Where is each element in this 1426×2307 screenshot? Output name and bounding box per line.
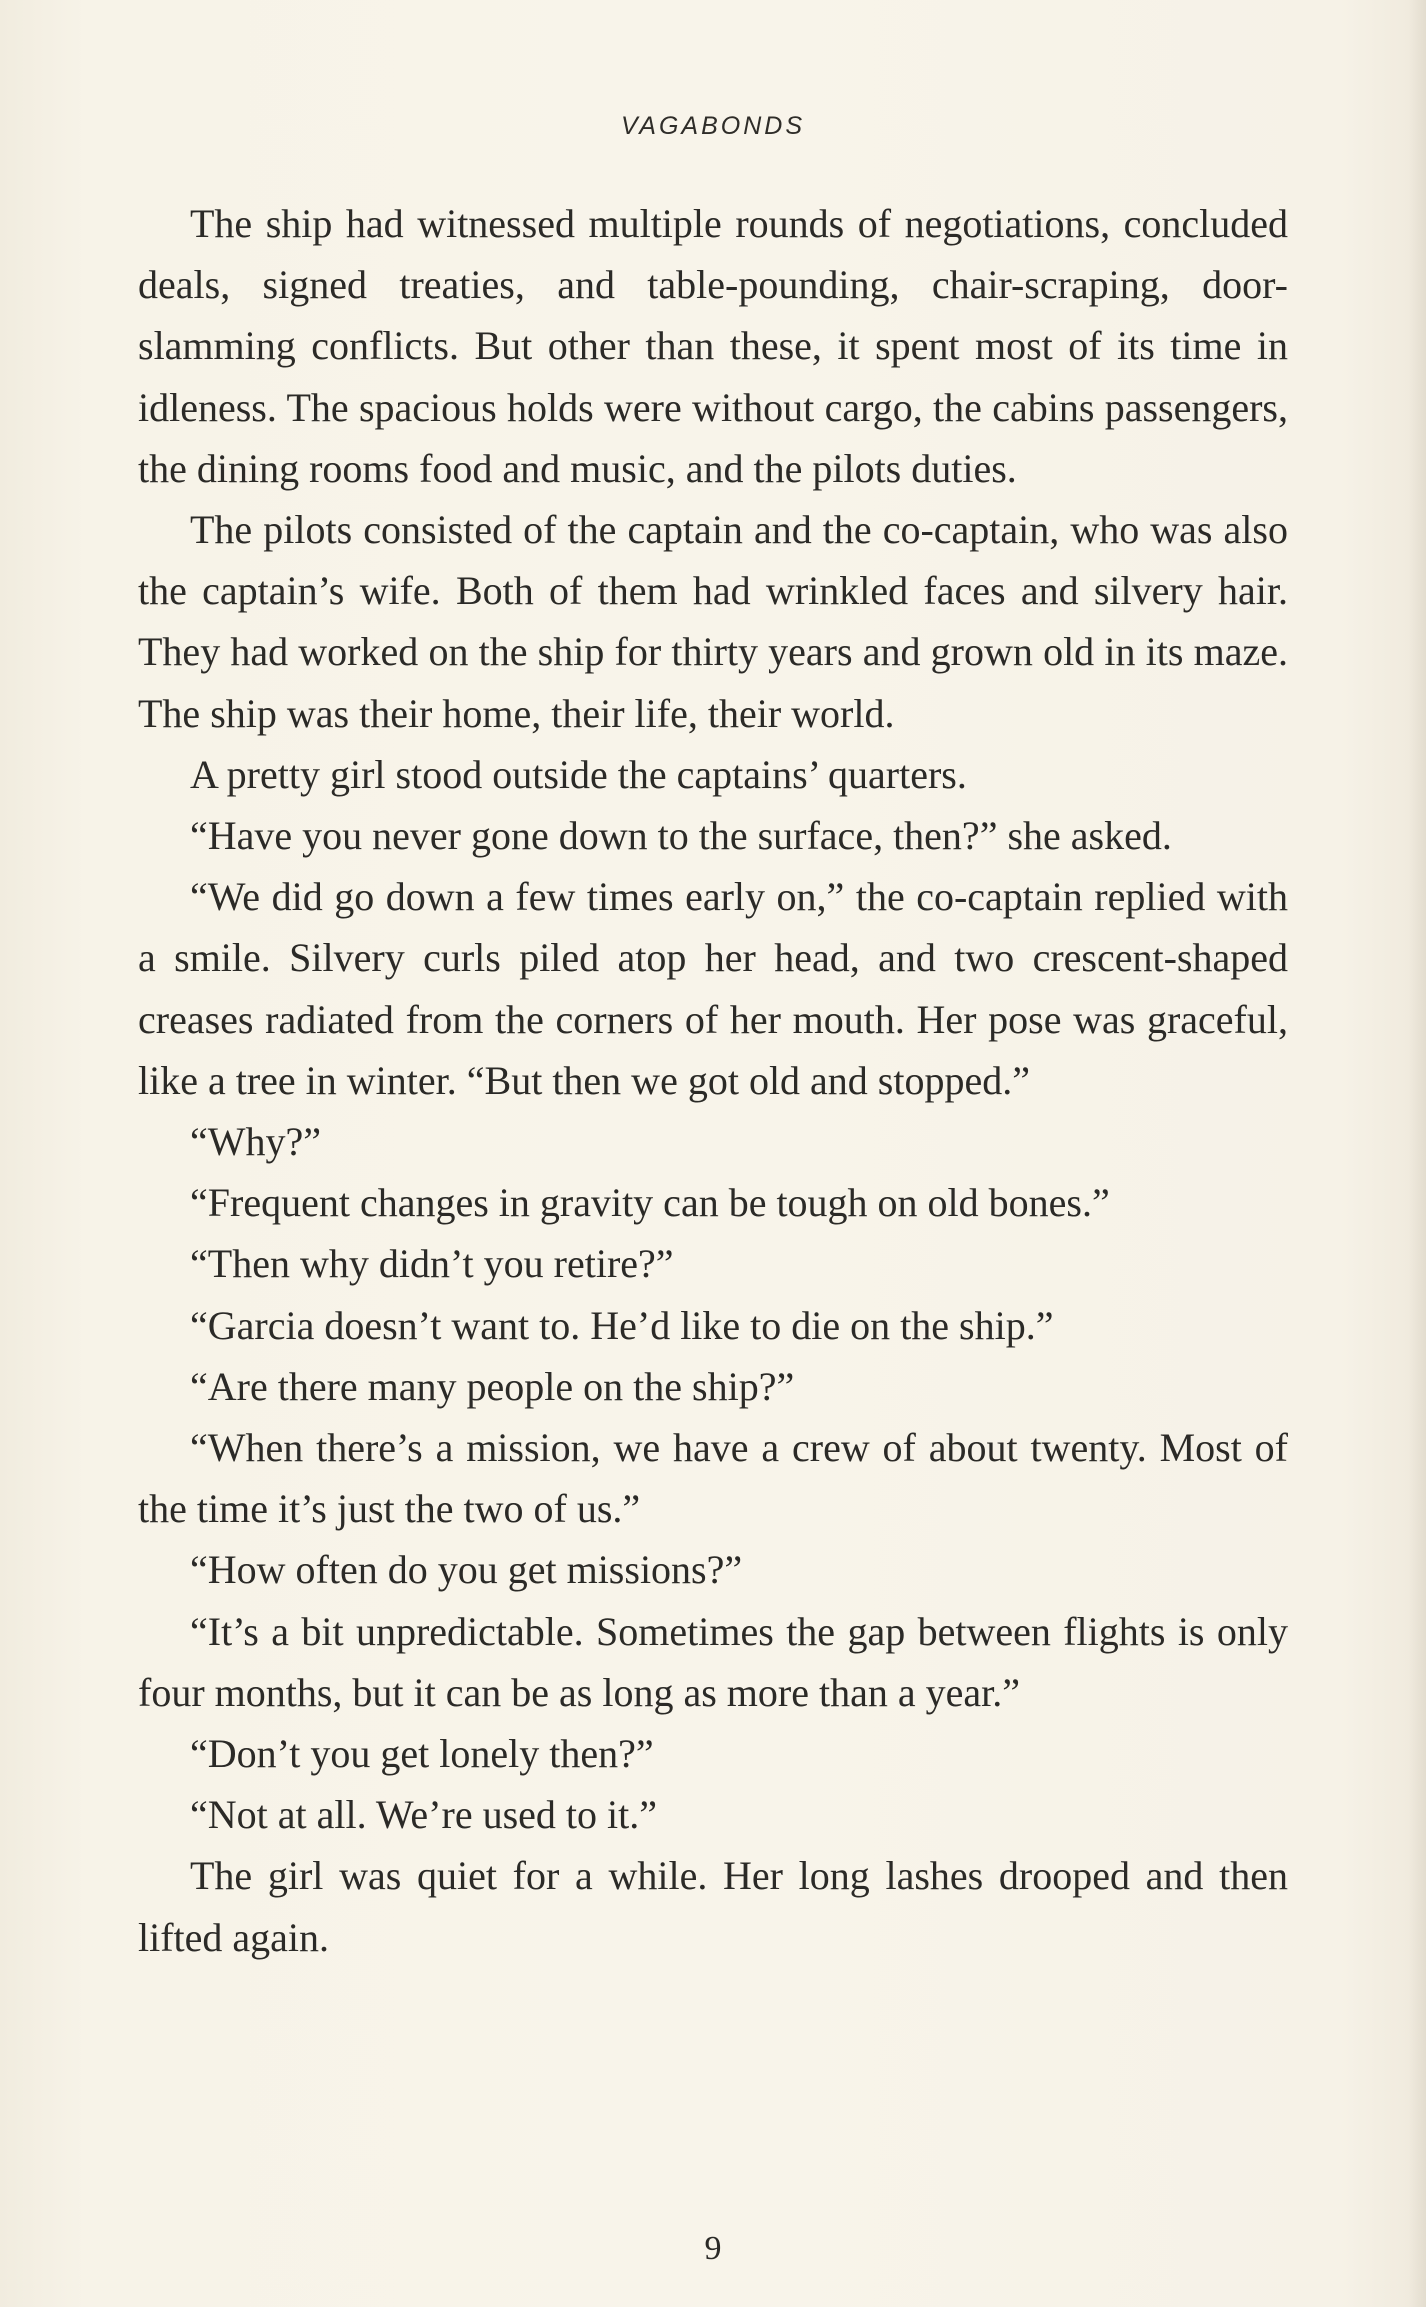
paragraph: “Not at all. We’re used to it.” bbox=[190, 1792, 657, 1838]
paragraph: “Are there many people on the ship?” bbox=[190, 1363, 795, 1409]
paragraph: “It’s a bit unpredictable. Sometimes the gap between flights is only four months, but it can be as long as more than a year.” bbox=[138, 1608, 1288, 1715]
paragraph: “How often do you get missions?” bbox=[190, 1547, 743, 1593]
paragraph: A pretty girl stood outside the captains’ quarters. bbox=[190, 751, 967, 797]
paragraph: “Garcia doesn’t want to. He’d like to die on the ship.” bbox=[190, 1302, 1054, 1348]
paragraph: “When there’s a mission, we have a crew of about twenty. Most of the time it’s just the two of us.” bbox=[138, 1425, 1288, 1532]
page-edge-shadow bbox=[1408, 0, 1426, 2307]
running-head: VAGABONDS bbox=[621, 112, 805, 140]
paragraph: “Then why didn’t you retire?” bbox=[190, 1241, 674, 1287]
paragraph: The girl was quiet for a while. Her long lashes drooped and then lifted again. bbox=[138, 1853, 1288, 1960]
paragraph: “Don’t you get lonely then?” bbox=[190, 1731, 654, 1777]
paragraph: “Why?” bbox=[190, 1119, 322, 1165]
paragraph: “Have you never gone down to the surface, then?” she asked. bbox=[190, 813, 1172, 859]
paragraph: “We did go down a few times early on,” the co-captain replied with a smile. Silvery curls piled atop her head, and two crescent-shaped creases radiated from the corners of her mouth. Her pose was graceful, like a tree in winter. “But then we got old and stopped.” bbox=[138, 874, 1288, 1103]
paragraph: “Frequent changes in gravity can be tough on old bones.” bbox=[190, 1180, 1110, 1226]
paragraph: The ship had witnessed multiple rounds of negotiations, concluded deals, signed treaties, and table-pounding, chair-scraping, door-slamming conflicts. But other than these, it spent most of its time in idleness. The spacious holds were without cargo, the cabins passengers, the dining rooms food and music, and the pilots duties. bbox=[138, 201, 1288, 491]
page-number: 9 bbox=[704, 2230, 722, 2267]
body-text bbox=[138, 193, 1288, 1968]
paragraph: The pilots consisted of the captain and the co-captain, who was also the captain’s wife. Both of them had wrinkled faces and silvery hair. They had worked on the ship for thirty years and grown old in its maze. The ship was their home, their life, their world. bbox=[138, 507, 1288, 736]
